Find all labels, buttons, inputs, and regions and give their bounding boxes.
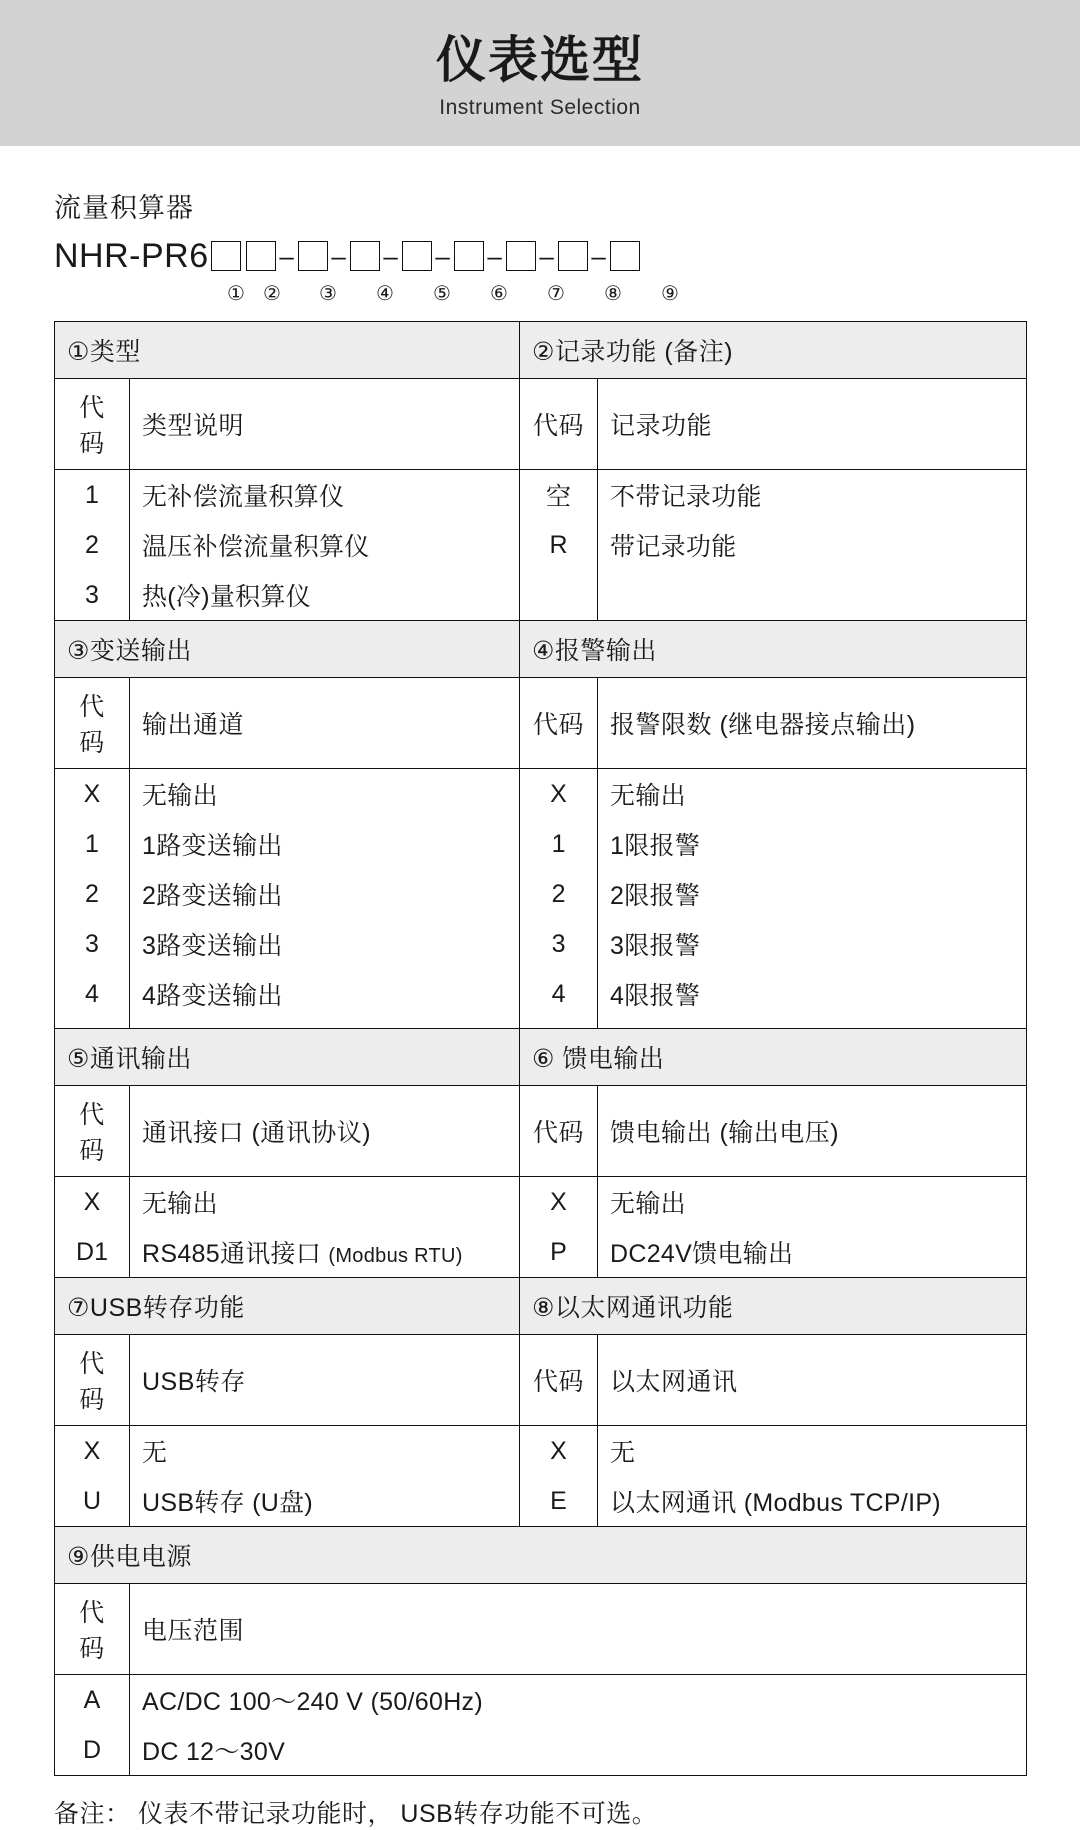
desc-6-2: DC24V馈电输出: [598, 1227, 1027, 1278]
desc-3-3: 2路变送输出: [130, 869, 520, 919]
desc-9-2: DC 12～30V: [130, 1725, 1027, 1776]
desc-8-2: 以太网通讯 (Modbus TCP/IP): [598, 1476, 1027, 1527]
table-row: [55, 1278, 1027, 1335]
desc-5-2-note: (Modbus RTU): [328, 1245, 463, 1267]
code-3-5: 4: [55, 969, 130, 1029]
table-row: [55, 1426, 1027, 1477]
code-box-8[interactable]: [558, 241, 588, 271]
col-header-code-5: 代码: [55, 1086, 130, 1177]
dash-separator: –: [383, 241, 398, 271]
col-header-code-7: 代码: [55, 1335, 130, 1426]
desc-1-3: 热(冷)量积算仪: [130, 570, 520, 621]
desc-4-2: 1限报警: [598, 819, 1027, 869]
section-title-9: ⑨供电电源: [55, 1527, 1027, 1584]
table-row: [55, 819, 1027, 869]
code-2-1: 空: [520, 470, 598, 521]
table-row: [55, 1476, 1027, 1527]
dash-separator: –: [539, 241, 554, 271]
col-header-desc-3: 输出通道: [130, 678, 520, 769]
col-header-desc-9: 电压范围: [130, 1584, 1027, 1675]
col-header-desc-7: USB转存: [130, 1335, 520, 1426]
dash-separator: –: [435, 241, 450, 271]
section-title-3: ③变送输出: [55, 621, 520, 678]
table-row: [55, 1335, 1027, 1426]
circle-number-9: ⑨: [661, 283, 679, 305]
table-row: [55, 1527, 1027, 1584]
desc-3-1: 无输出: [130, 769, 520, 820]
code-box-3[interactable]: [298, 241, 328, 271]
table-row: [55, 1725, 1027, 1776]
table-row: [55, 1029, 1027, 1086]
table-row: [55, 1227, 1027, 1278]
desc-3-5: 4路变送输出: [130, 969, 520, 1029]
code-3-1: X: [55, 769, 130, 820]
code-4-3: 2: [520, 869, 598, 919]
code-3-4: 3: [55, 919, 130, 969]
table-row: [55, 919, 1027, 969]
code-5-1: X: [55, 1177, 130, 1228]
circle-number-row: [54, 281, 1026, 311]
table-row: [55, 379, 1027, 470]
dash-separator: –: [591, 241, 606, 271]
table-row: [55, 1086, 1027, 1177]
code-2-spacer: [520, 570, 598, 621]
col-header-code-4: 代码: [520, 678, 598, 769]
desc-8-1: 无: [598, 1426, 1027, 1477]
table-row: [55, 969, 1027, 1029]
circle-number-2: ②: [263, 283, 281, 305]
circle-number-6: ⑥: [490, 283, 508, 305]
desc-7-2: USB转存 (U盘): [130, 1476, 520, 1527]
code-4-2: 1: [520, 819, 598, 869]
table-row: [55, 1584, 1027, 1675]
table-row: [55, 520, 1027, 570]
desc-2-spacer: [598, 570, 1027, 621]
col-header-code-9: 代码: [55, 1584, 130, 1675]
code-6-2: P: [520, 1227, 598, 1278]
col-header-desc-6: 馈电输出 (输出电压): [598, 1086, 1027, 1177]
code-6-1: X: [520, 1177, 598, 1228]
dash-separator: –: [331, 241, 346, 271]
remark-text: 备注： 仪表不带记录功能时， USB转存功能不可选。: [54, 1800, 658, 1828]
circle-number-1: ①: [227, 283, 245, 305]
col-header-desc-5: 通讯接口 (通讯协议): [130, 1086, 520, 1177]
desc-7-1: 无: [130, 1426, 520, 1477]
section-title-5: ⑤通讯输出: [55, 1029, 520, 1086]
code-box-6[interactable]: [454, 241, 484, 271]
dash-separator: –: [487, 241, 502, 271]
code-9-2: D: [55, 1725, 130, 1776]
desc-4-4: 3限报警: [598, 919, 1027, 969]
model-code-row: [54, 233, 1026, 279]
code-box-2[interactable]: [246, 241, 276, 271]
page-content: [0, 186, 1080, 1830]
col-header-desc-2: 记录功能: [598, 379, 1027, 470]
code-8-2: E: [520, 1476, 598, 1527]
desc-5-2: [130, 1227, 520, 1278]
code-box-4[interactable]: [350, 241, 380, 271]
desc-1-1: 无补偿流量积算仪: [130, 470, 520, 521]
code-box-5[interactable]: [402, 241, 432, 271]
code-9-1: A: [55, 1675, 130, 1726]
code-7-1: X: [55, 1426, 130, 1477]
col-header-code-3: 代码: [55, 678, 130, 769]
code-4-1: X: [520, 769, 598, 820]
col-header-desc-8: 以太网通讯: [598, 1335, 1027, 1426]
code-1-1: 1: [55, 470, 130, 521]
circle-number-8: ⑧: [604, 283, 622, 305]
code-8-1: X: [520, 1426, 598, 1477]
desc-5-1: 无输出: [130, 1177, 520, 1228]
dash-separator: –: [279, 241, 294, 271]
product-name: 流量积算器: [54, 193, 194, 223]
table-row: [55, 1177, 1027, 1228]
desc-4-1: 无输出: [598, 769, 1027, 820]
circle-number-4: ④: [376, 283, 394, 305]
code-box-9[interactable]: [610, 241, 640, 271]
code-1-3: 3: [55, 570, 130, 621]
desc-4-3: 2限报警: [598, 869, 1027, 919]
page-header: [0, 0, 1080, 146]
code-4-5: 4: [520, 969, 598, 1029]
desc-2-2: 带记录功能: [598, 520, 1027, 570]
table-row: [55, 570, 1027, 621]
desc-9-1: AC/DC 100～240 V (50/60Hz): [130, 1675, 1027, 1726]
section-title-6: ⑥ 馈电输出: [520, 1029, 1027, 1086]
code-5-2: D1: [55, 1227, 130, 1278]
col-header-code-1: 代码: [55, 379, 130, 470]
page-title: 仪表选型: [436, 32, 644, 89]
model-prefix: NHR-PR6: [54, 236, 209, 275]
desc-2-1: 不带记录功能: [598, 470, 1027, 521]
code-2-2: R: [520, 520, 598, 570]
code-1-2: 2: [55, 520, 130, 570]
selection-table: [54, 321, 1027, 1776]
table-row: [55, 678, 1027, 769]
table-row: [55, 769, 1027, 820]
col-header-code-8: 代码: [520, 1335, 598, 1426]
code-3-3: 2: [55, 869, 130, 919]
code-7-2: U: [55, 1476, 130, 1527]
desc-4-5: 4限报警: [598, 969, 1027, 1029]
page-subtitle: Instrument Selection: [439, 95, 641, 119]
code-box-7[interactable]: [506, 241, 536, 271]
section-title-4: ④报警输出: [520, 621, 1027, 678]
col-header-code-6: 代码: [520, 1086, 598, 1177]
desc-1-2: 温压补偿流量积算仪: [130, 520, 520, 570]
table-row: [55, 470, 1027, 521]
desc-6-1: 无输出: [598, 1177, 1027, 1228]
col-header-code-2: 代码: [520, 379, 598, 470]
desc-3-4: 3路变送输出: [130, 919, 520, 969]
col-header-desc-1: 类型说明: [130, 379, 520, 470]
code-3-2: 1: [55, 819, 130, 869]
section-title-7: ⑦USB转存功能: [55, 1278, 520, 1335]
table-row: [55, 869, 1027, 919]
circle-number-5: ⑤: [433, 283, 451, 305]
section-title-2: ②记录功能 (备注): [520, 322, 1027, 379]
code-4-4: 3: [520, 919, 598, 969]
section-title-1: ①类型: [55, 322, 520, 379]
code-box-1[interactable]: [211, 241, 241, 271]
circle-number-3: ③: [319, 283, 337, 305]
table-row: [55, 621, 1027, 678]
circle-number-7: ⑦: [547, 283, 565, 305]
desc-3-2: 1路变送输出: [130, 819, 520, 869]
col-header-desc-4: 报警限数 (继电器接点输出): [598, 678, 1027, 769]
desc-5-2-text: RS485通讯接口: [142, 1240, 329, 1268]
table-row: [55, 322, 1027, 379]
table-row: [55, 1675, 1027, 1726]
section-title-8: ⑧以太网通讯功能: [520, 1278, 1027, 1335]
